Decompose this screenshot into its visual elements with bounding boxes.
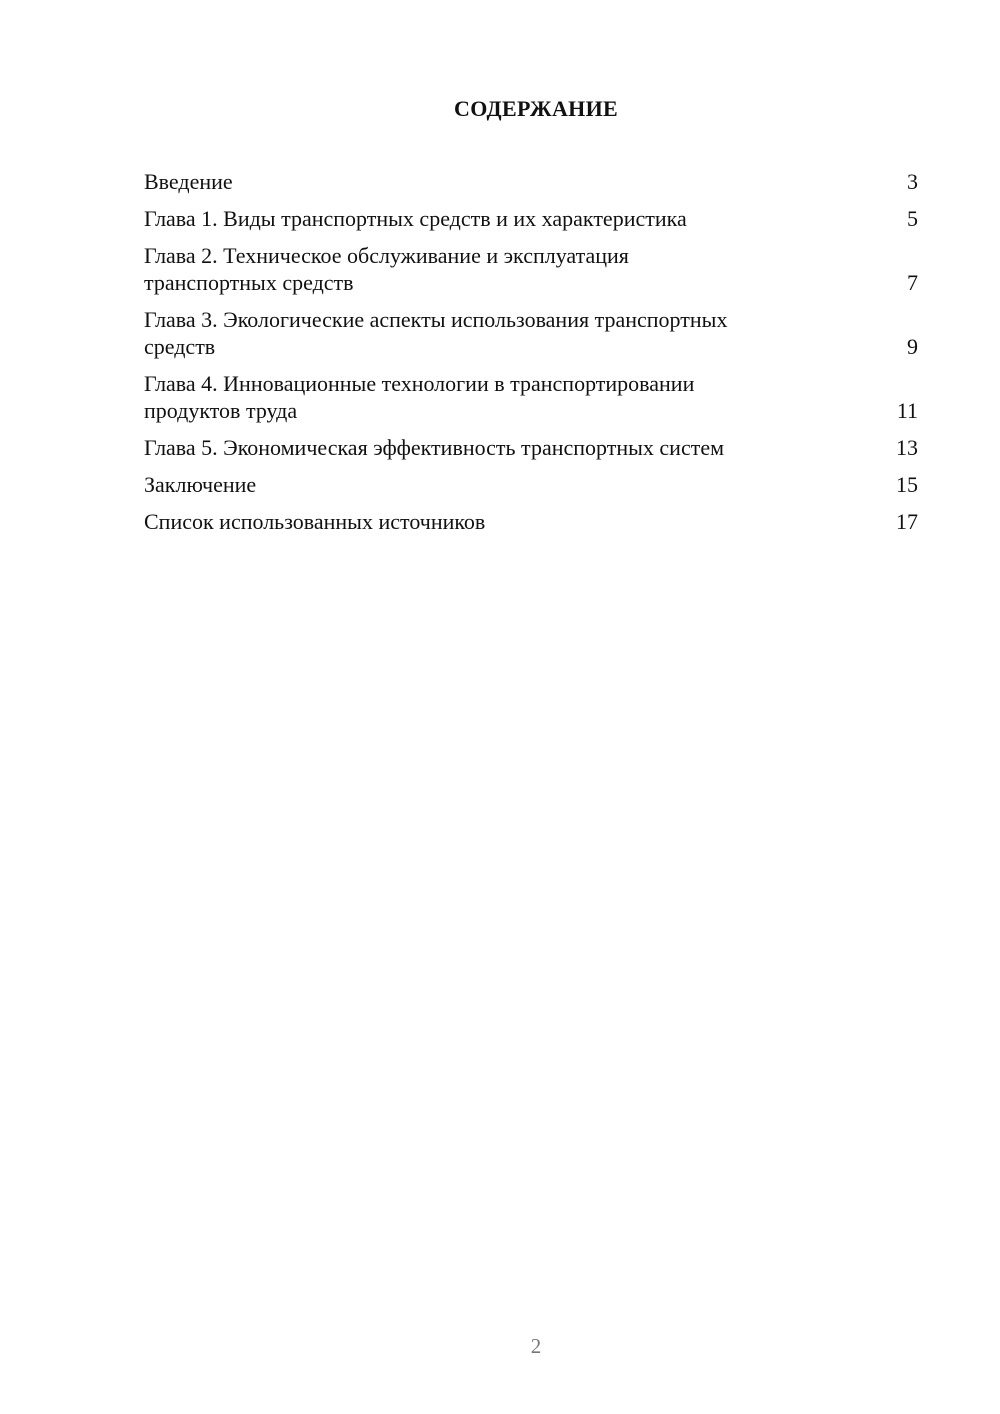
toc-item-label: Заключение: [144, 472, 257, 497]
toc-item-chapter-3: [144, 306, 918, 360]
toc-item-chapter-2: [144, 242, 918, 296]
toc-item-page: 9: [907, 334, 918, 359]
toc-item-page: 11: [896, 398, 918, 423]
table-of-contents: [144, 168, 918, 545]
toc-item-label: Глава 3. Экологические аспекты использования транспортных средств: [144, 307, 728, 359]
toc-item-label: Глава 5. Экономическая эффективность транспортных систем: [144, 435, 725, 460]
toc-item-references: [144, 508, 918, 535]
toc-item-label: Введение: [144, 169, 233, 194]
toc-item-label: Глава 2. Техническое обслуживание и эксплуатация транспортных средств: [144, 243, 629, 295]
toc-item-page: 3: [907, 169, 918, 194]
page-number: 2: [530, 1334, 542, 1358]
toc-item-page: 5: [907, 206, 918, 231]
toc-item-chapter-4: [144, 370, 918, 424]
toc-item-chapter-1: [144, 205, 918, 232]
toc-item-label: Список использованных источников: [144, 509, 486, 534]
toc-item-page: 15: [896, 472, 918, 497]
page-title: СОДЕРЖАНИЕ: [454, 96, 618, 121]
toc-item-page: 7: [907, 270, 918, 295]
toc-item-label: Глава 4. Инновационные технологии в транспортировании продуктов труда: [144, 371, 695, 423]
toc-item-chapter-5: [144, 434, 918, 461]
toc-item-page: 17: [896, 509, 918, 534]
toc-item-page: 13: [896, 435, 918, 460]
toc-item-introduction: [144, 168, 918, 195]
toc-item-conclusion: [144, 471, 918, 498]
toc-item-label: Глава 1. Виды транспортных средств и их характеристика: [144, 206, 687, 231]
